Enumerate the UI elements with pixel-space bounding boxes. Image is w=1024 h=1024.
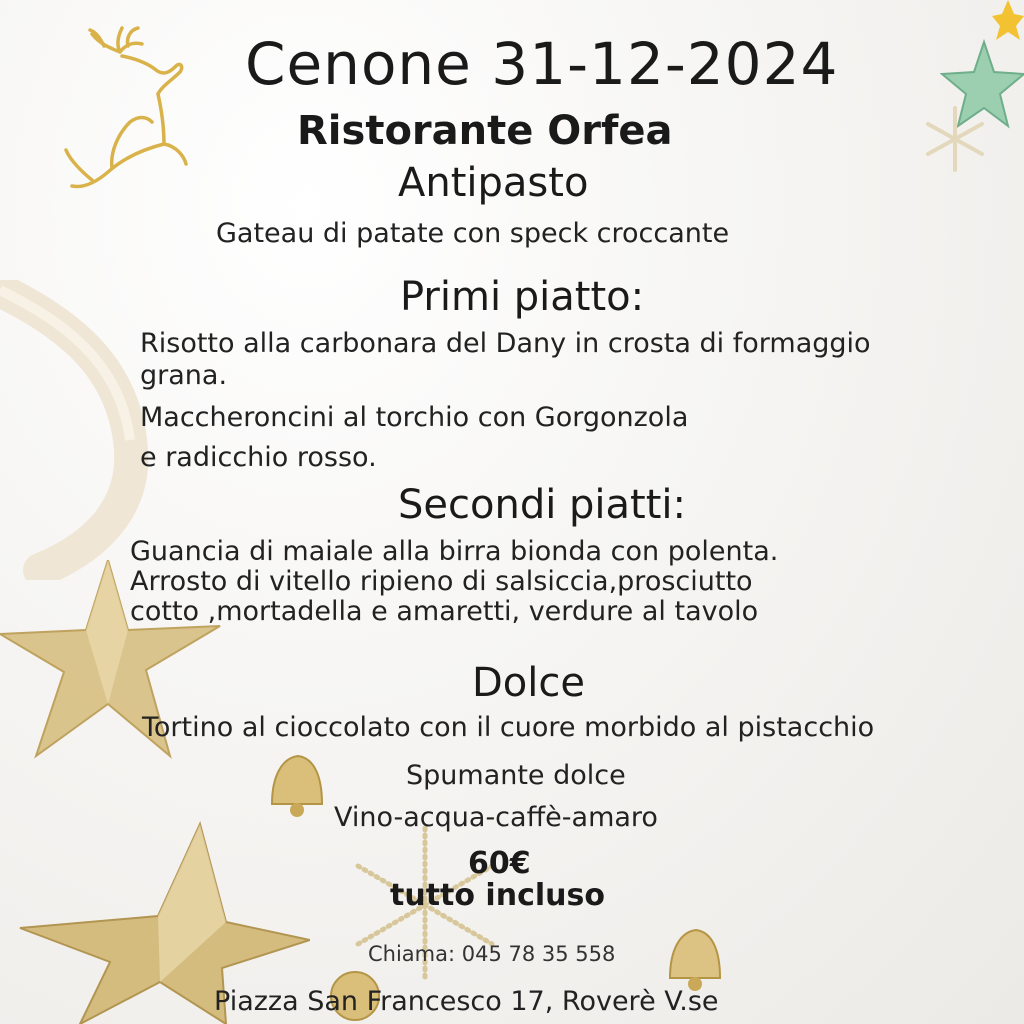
address: Piazza San Francesco 17, Roverè V.se	[214, 986, 719, 1017]
page-title: Cenone 31-12-2024	[245, 30, 839, 98]
menu-item: Gateau di patate con speck croccante	[216, 218, 730, 249]
snowflake-icon	[920, 104, 990, 174]
phone-contact: Chiama: 045 78 35 558	[368, 942, 616, 966]
restaurant-name: Ristorante Orfea	[297, 108, 673, 154]
menu-item: Risotto alla carbonara del Dany in crosta di formaggio	[140, 328, 871, 359]
reindeer-icon	[52, 22, 202, 197]
menu-item: cotto ,mortadella e amaretti, verdure al tavolo	[130, 596, 759, 627]
price-note: tutto incluso	[390, 878, 605, 913]
section-heading-primi: Primi piatto:	[400, 274, 645, 320]
menu-item: Maccheroncini al torchio con Gorgonzola	[140, 402, 689, 433]
section-heading-secondi: Secondi piatti:	[398, 482, 687, 528]
price: 60€	[468, 846, 531, 881]
section-heading-antipasto: Antipasto	[398, 160, 589, 206]
menu-item: e radicchio rosso.	[140, 442, 377, 473]
menu-item: Tortino al cioccolato con il cuore morbido al pistacchio	[142, 712, 875, 743]
section-heading-dolce: Dolce	[472, 660, 585, 706]
star-icon	[980, 0, 1024, 44]
menu-item: Vino-acqua-caffè-amaro	[334, 802, 658, 833]
bell-icon	[250, 740, 340, 830]
menu-item: Spumante dolce	[406, 760, 626, 791]
menu-item: Arrosto di vitello ripieno di salsiccia,prosciutto	[130, 566, 753, 597]
menu-item: Guancia di maiale alla birra bionda con polenta.	[130, 536, 779, 567]
menu-item: grana.	[140, 360, 228, 391]
